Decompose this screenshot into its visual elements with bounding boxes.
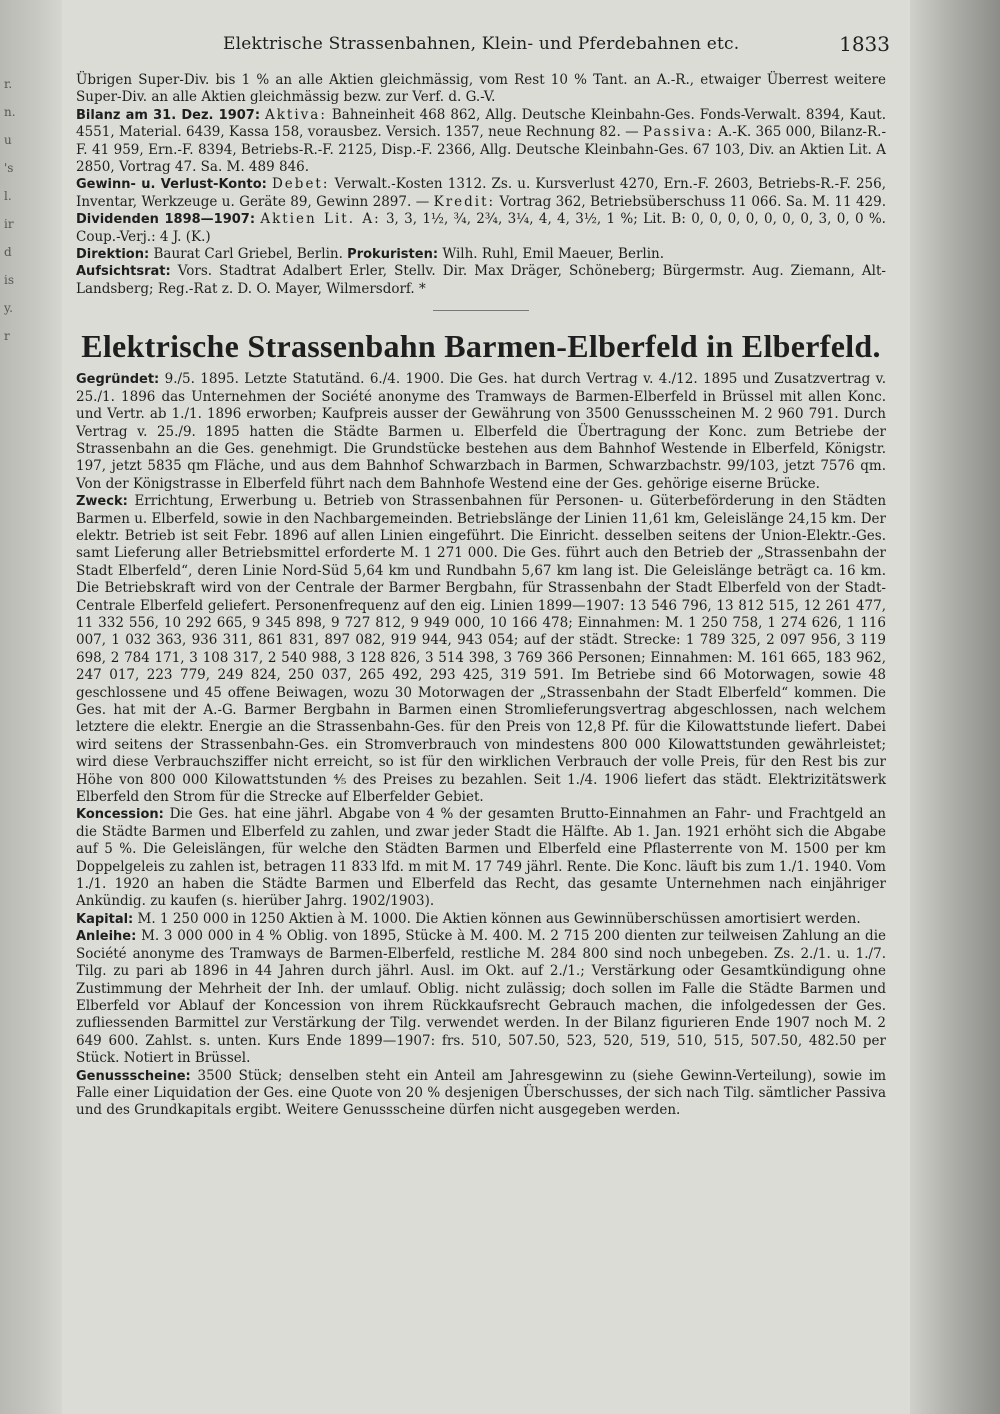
- aufsichtsrat-text: Vors. Stadtrat Adalbert Erler, Stellv. Dir. Max Dräger, Schöneberg; Bürgermstr. Aug. Ziemann, Alt-Landsberg; Reg.-Rat z. D. O. Mayer, Wilmersdorf. *: [76, 263, 886, 297]
- margin-mark: d: [4, 245, 12, 259]
- margin-mark: n.: [4, 105, 16, 119]
- passiva-text: A.-K. 365 000, Bilanz-R.-F. 41 959, Ern.-F. 8394, Betriebs-R.-F. 2125, Disp.-F. 2366, Allg. Deutsche Kleinbahn-Ges. 67 103, Div. an Aktien Lit. A 2850, Vortrag 47. Sa. M. 489 846.: [76, 124, 887, 176]
- gv-section: [76, 176, 886, 246]
- gv-label: Gewinn- u. Verlust-Konto:: [76, 177, 267, 193]
- page-header: [78, 34, 890, 60]
- page-content: [76, 72, 886, 1120]
- direktion-label: Direktion:: [76, 247, 150, 263]
- debet-text: Verwalt.-Kosten 1312. Zs. u. Kursverlust 4270, Ern.-F. 2603, Betriebs-R.-F. 256, Inventar, Werkzeuge u. Geräte 89, Gewinn 2897. —: [76, 176, 887, 210]
- zweck-section: [76, 493, 886, 806]
- margin-mark: u: [4, 133, 12, 147]
- prokuristen-text: Wilh. Ruhl, Emil Maeuer, Berlin.: [442, 246, 665, 263]
- dividenden-text: 3, 3, 1½, ¾, 2¾, 3¼, 4, 4, 3½, 1 %; Lit. B: 0, 0, 0, 0, 0, 0, 0, 3, 0, 0 %. Coup.-Verj.: 4 J. (K.): [76, 211, 886, 245]
- margin-mark: r.: [4, 77, 13, 91]
- right-page-edge: [910, 0, 1000, 1414]
- aktien-lit-a-label: Aktien Lit. A:: [260, 211, 381, 228]
- konzession-text: Die Ges. hat eine jährl. Abgabe von 4 % der gesamten Brutto-Einnahmen an Fahr- und Frachtgeld an die Städte Barmen und Elberfeld zu zahlen, und zwar jeder Stadt die Hälfte. Ab 1. Jan. 1921 erhöht sich die Abgabe auf 5 %. Die Geleislängen, für welche den Städten Barmen und Elberfeld eine Pflasterrente von M. 1500 per km Doppelgeleis zu zahlen ist, betragen 11 833 lfd. m mit M. 17 749 jährl. Rente. Die Konc. läuft bis zum 1./1. 1940. Vom 1./1. 1920 an haben die Städte Barmen und Elberfeld das Recht, das gesamte Unternehmen nach einjähriger Ankündig. zu kaufen (s. hierüber Jahrg. 1902/1903).: [76, 806, 886, 910]
- konzession-label: Koncession:: [76, 807, 164, 823]
- direktion-section: [76, 246, 886, 263]
- margin-mark: ir: [4, 217, 14, 231]
- genussscheine-label: Genussscheine:: [76, 1068, 191, 1084]
- left-page-edge: [0, 0, 62, 1414]
- aktiva-text: Bahneinheit 468 862, Allg. Deutsche Kleinbahn-Ges. Fonds-Verwalt. 8394, Kaut. 4551, Material. 6439, Kassa 158, vorausbez. Versich. 1357, neue Rechnung 82. —: [76, 106, 887, 141]
- margin-mark: 's: [4, 161, 14, 175]
- bilanz-label: Bilanz am 31. Dez. 1907:: [76, 107, 261, 123]
- kapital-text: M. 1 250 000 in 1250 Aktien à M. 1000. Die Aktien können aus Gewinnüberschüssen amortisiert werden.: [137, 910, 861, 927]
- page-number: 1833: [839, 32, 890, 56]
- dividenden-label: Dividenden 1898—1907:: [76, 212, 256, 228]
- kredit-label: Kredit:: [433, 193, 496, 210]
- gegruendet-text: 9./5. 1895. Letzte Statutänd. 6./4. 1900. Die Ges. hat durch Vertrag v. 4./12. 1895 und Zusatzvertrag v. 25./1. 1896 das Unternehmen der Société anonyme des Tramways de Barmen-Elberfeld in Brüssel mit allen Konc. und Vertr. ab 1./1. 1896 erworben; Kaufpreis ausser der Gewährung von 3500 Genussscheinen M. 2 960 791. Durch Vertrag v. 25./9. 1895 hatten die Städte Barmen u. Elberfeld die Übertragung der Konc. zum Betriebe der Strassenbahn an die Ges. genehmigt. Die Grundstücke bestehen aus dem Bahnhof Westende in Elberfeld, Königstr. 197, jetzt 5835 qm Fläche, und aus dem Bahnhof Schwarzbach in Barmen, Schwarzbachstr. 99/103, jetzt 7576 qm. Von der Königstrasse in Elberfeld führt nach dem Bahnhofe Westend eine der Ges. gehörige eiserne Brücke.: [76, 371, 886, 492]
- bilanz-section: [76, 107, 886, 177]
- genussscheine-text: 3500 Stück; denselben steht ein Anteil am Jahresgewinn zu (siehe Gewinn-Verteilung), sowie im Falle einer Liquidation der Ges. eine Quote von 20 % desjenigen Überschusses, der sich nach Tilg. sämtlicher Passiva und des Grundkapitals ergibt. Weitere Genussscheine dürfen nicht ausgegeben werden.: [76, 1067, 886, 1119]
- kapital-section: [76, 911, 886, 928]
- article-title: Elektrische Strassenbahn Barmen-Elberfeld in Elberfeld.: [81, 328, 881, 365]
- prokuristen-label: Prokuristen:: [347, 247, 439, 263]
- aufsichtsrat-label: Aufsichtsrat:: [76, 264, 171, 280]
- kredit-text: Vortrag 362, Betriebsüberschuss 11 066. Sa. M. 11 429.: [499, 193, 887, 210]
- zweck-label: Zweck:: [76, 494, 128, 510]
- section-divider: [433, 310, 529, 311]
- zweck-text: Errichtung, Erwerbung u. Betrieb von Strassenbahnen für Personen- u. Güterbeförderung in den Städten Barmen u. Elberfeld, sowie in den Nachbargemeinden. Betriebslänge der Linien 11,61 km, Geleislänge 24,15 km. Der elektr. Betrieb ist seit Febr. 1896 auf allen Linien eingeführt. Die Einricht. desselben seitens der Union-Elektr.-Ges. samt Lieferung aller Betriebsmittel erforderte M. 1 271 000. Die Ges. führt auch den Betrieb der „Strassenbahn der Stadt Elberfeld“, deren Linie Nord-Süd 5,64 km und Rundbahn 5,67 km lang ist. Die Geleislänge beträgt ca. 16 km. Die Betriebskraft wird von der Centrale der Barmer Bergbahn, für Strassenbahn der Stadt Elberfeld von der Stadt-Centrale Elberfeld geliefert. Personenfrequenz auf den eig. Linien 1899—1907: 13 546 796, 13 812 515, 12 261 477, 11 332 556, 10 292 665, 9 345 898, 9 727 812, 9 949 000, 10 166 478; Einnahmen: M. 1 250 758, 1 274 626, 1 116 007, 1 032 363, 936 311, 861 831, 897 082, 919 944, 943 054; auf der städt. Strecke: 1 789 325, 2 097 956, 3 119 698, 2 784 171, 3 108 317, 2 540 988, 3 128 826, 3 514 398, 3 769 366 Personen; Einnahmen: M. 161 665, 183 962, 247 017, 223 779, 249 824, 250 037, 265 492, 293 425, 319 591. Im Betriebe sind 66 Motorwagen, sowie 48 geschlossene und 45 offene Beiwagen, wozu 30 Motorwagen der „Strassenbahn der Stadt Elberfeld“ kommen. Die Ges. hat mit der A.-G. Barmer Bergbahn in Barmen einen Stromlieferungsvertrag abgeschlossen, nach welchem letztere die elektr. Energie an die Strassenbahn-Ges. für den Preis von 12,8 Pf. für die Kilowattstunde liefert. Dabei wird seitens der Strassenbahn-Ges. ein Stromverbrauch von mindestens 800 000 Kilowattstunden gewährleistet; wird diese Verbrauchsziffer nicht erreicht, so ist für den wirklichen Verbrauch der volle Preis, für den Rest bis zur Höhe von 800 000 Kilowattstunden ⁴⁄₅ des Preises zu bezahlen. Seit 1./4. 1906 liefert das städt. Elektrizitätswerk Elberfeld den Strom für die Strecke auf Elberfelder Gebiet.: [76, 493, 887, 806]
- aufsichtsrat-section: [76, 263, 886, 298]
- gegruendet-label: Gegründet:: [76, 372, 160, 388]
- debet-label: Debet:: [271, 176, 330, 193]
- konzession-section: [76, 806, 886, 910]
- margin-mark: is: [4, 273, 14, 287]
- margin-mark: l.: [4, 189, 12, 203]
- margin-marks: [4, 70, 16, 350]
- aktiva-label: Aktiva:: [265, 106, 327, 123]
- anleihe-section: [76, 928, 886, 1067]
- gegruendet-section: [76, 371, 886, 493]
- margin-mark: r: [4, 329, 10, 343]
- genussscheine-section: [76, 1068, 886, 1120]
- passiva-label: Passiva:: [642, 124, 714, 141]
- anleihe-text: M. 3 000 000 in 4 % Oblig. von 1895, Stücke à M. 400. M. 2 715 200 dienten zur teilweisen Zahlung an die Société anonyme des Tramways de Barmen-Elberfeld, restliche M. 284 800 sind noch unbegeben. Zs. 2./1. u. 1./7. Tilg. zu pari ab 1896 in 44 Jahren durch jährl. Ausl. im Okt. auf 2./1.; Verstärkung oder Gesamtkündigung ohne Zustimmung der Mehrheit der Inh. der umlauf. Oblig. nicht zulässig; doch sollen im Falle die Städte Barmen und Elberfeld vor Ablauf der Koncession von ihrem Rückkaufsrecht Gebrauch machen, die infolgedessen der Ges. zufliessenden Barmittel zur Verstärkung der Tilg. verwendet werden. In der Bilanz figurieren Ende 1907 noch M. 2 649 600. Zahlst. s. unten. Kurs Ende 1899—1907: frs. 510, 507.50, 523, 520, 519, 510, 515, 507.50, 482.50 per Stück. Notiert in Brüssel.: [76, 928, 887, 1067]
- direktion-text: Baurat Carl Griebel, Berlin.: [153, 246, 343, 263]
- anleihe-label: Anleihe:: [76, 929, 137, 945]
- margin-mark: y.: [4, 301, 13, 315]
- running-head: Elektrische Strassenbahnen, Klein- und Pferdebahnen etc.: [223, 34, 740, 54]
- prev-paragraph-dividend: Übrigen Super-Div. bis 1 % an alle Aktien gleichmässig, vom Rest 10 % Tant. an A.-R., etwaiger Überrest weitere Super-Div. an alle Aktien gleichmässig bezw. zur Verf. d. G.-V.: [76, 72, 886, 106]
- kapital-label: Kapital:: [76, 911, 134, 927]
